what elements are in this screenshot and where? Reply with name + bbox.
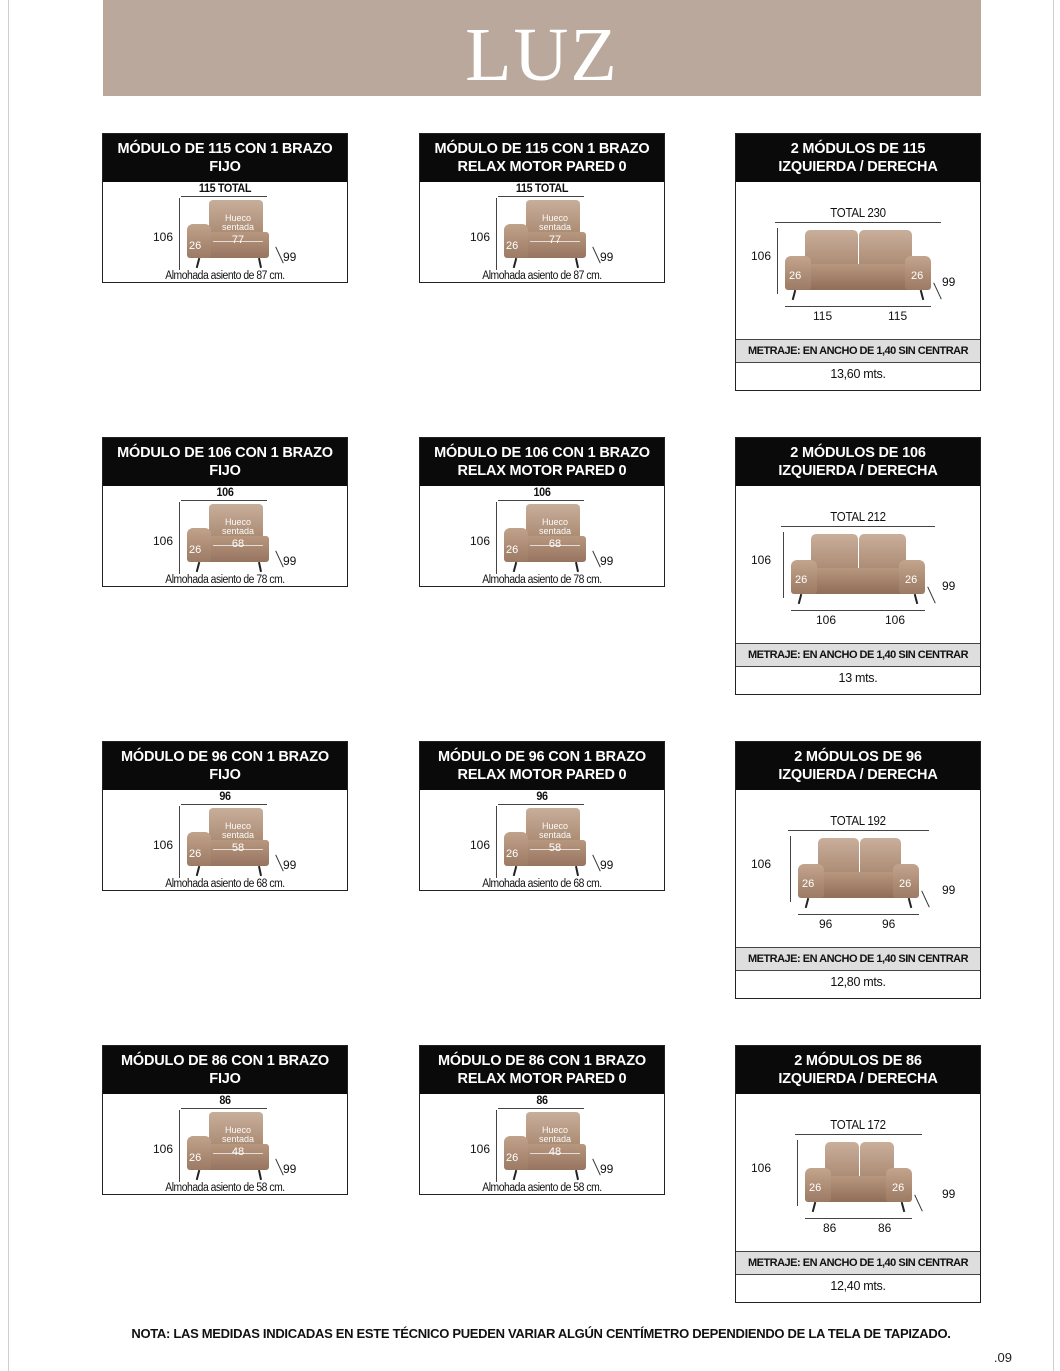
card-title-line-2: FIJO: [209, 463, 241, 479]
width-dimension-line: [181, 196, 267, 197]
chair-illustration: [500, 1112, 592, 1182]
seat-label: Hueco sentada: [538, 1125, 572, 1144]
sofa-leg: [798, 594, 803, 604]
seat-width: 48: [231, 1146, 245, 1158]
seat-cushion-note: Almohada asiento de 87 cm.: [482, 270, 602, 282]
seat-width: 68: [548, 538, 562, 550]
width-dimension: 96: [219, 789, 231, 803]
card-header: [103, 134, 347, 182]
depth-dimension-line: [933, 283, 942, 300]
card-header: [420, 742, 664, 790]
module-width-left: 115: [813, 309, 833, 323]
width-dimension: 115 TOTAL: [515, 181, 569, 195]
seat-width: 77: [548, 234, 562, 246]
seat-label: Hueco sentada: [221, 213, 255, 232]
module-width-right: 96: [882, 917, 896, 931]
arm-width: 26: [189, 240, 202, 252]
module-card-relax: [419, 133, 665, 283]
chair-illustration: [183, 1112, 275, 1182]
seat-cushion-note: Almohada asiento de 87 cm.: [165, 270, 285, 282]
chair-illustration: [500, 808, 592, 878]
module-width-line: [798, 914, 919, 915]
sofa-illustration: [803, 1142, 914, 1214]
module-width-line: [791, 610, 925, 611]
height-dimension-line: [797, 1140, 798, 1206]
seat-label: Hueco sentada: [221, 821, 255, 840]
card-header: [420, 438, 664, 486]
sofa-leg: [920, 290, 925, 300]
arm-width: 26: [506, 848, 519, 860]
depth-dimension: 99: [283, 554, 297, 568]
double-module-card: [735, 1045, 981, 1303]
module-diagram: [103, 182, 347, 282]
module-width-right: 86: [878, 1221, 892, 1235]
card-title-line-1: 2 MÓDULOS DE 86: [794, 1053, 922, 1069]
chair-leg: [258, 562, 262, 572]
card-header: [103, 742, 347, 790]
width-dimension: 86: [536, 1093, 548, 1107]
double-module-card: [735, 437, 981, 695]
arm-width: 26: [506, 240, 519, 252]
card-header: [420, 134, 664, 182]
fabric-yardage-label: METRAJE: EN ANCHO DE 1,40 SIN CENTRAR: [736, 339, 980, 363]
chair-leg: [196, 562, 201, 572]
double-module-card: [735, 133, 981, 391]
module-card-fijo: [102, 133, 348, 283]
module-card-fijo: [102, 437, 348, 587]
module-card-relax: [419, 741, 665, 891]
height-dimension: 106: [153, 838, 174, 852]
card-title-line-1: MÓDULO DE 86 CON 1 BRAZO: [438, 1053, 646, 1069]
seat-cushion-note: Almohada asiento de 78 cm.: [165, 574, 285, 586]
module-width-line: [805, 1218, 912, 1219]
depth-dimension: 99: [942, 1187, 956, 1201]
height-dimension-line: [179, 502, 180, 574]
depth-dimension-line: [921, 891, 930, 908]
depth-dimension: 99: [283, 858, 297, 872]
card-header: [420, 1046, 664, 1094]
card-title-line-2: RELAX MOTOR PARED 0: [457, 767, 627, 783]
width-dimension-line: [498, 804, 584, 805]
card-title-line-1: MÓDULO DE 106 CON 1 BRAZO: [434, 445, 650, 461]
card-title-line-2: FIJO: [209, 767, 241, 783]
height-dimension-line: [179, 1110, 180, 1182]
sofa-illustration: [789, 534, 927, 606]
height-dimension: 106: [751, 553, 772, 567]
page-title: LUZ: [465, 13, 619, 97]
seat-label: Hueco sentada: [538, 821, 572, 840]
module-diagram: [103, 790, 347, 890]
card-title-line-1: MÓDULO DE 96 CON 1 BRAZO: [121, 749, 329, 765]
card-title-line-2: RELAX MOTOR PARED 0: [457, 463, 627, 479]
height-dimension-line: [777, 228, 778, 294]
depth-dimension: 99: [283, 1162, 297, 1176]
height-dimension: 106: [153, 534, 174, 548]
sofa-leg: [805, 898, 810, 908]
height-dimension-line: [783, 532, 784, 598]
module-width-left: 86: [823, 1221, 837, 1235]
depth-dimension: 99: [942, 275, 956, 289]
fabric-yardage-value: 13,60 mts.: [830, 367, 886, 381]
arm-width: 26: [189, 544, 202, 556]
height-dimension: 106: [470, 1142, 491, 1156]
sofa-illustration: [783, 230, 933, 302]
arm-width: 26: [189, 848, 202, 860]
page-border-right: [1053, 0, 1054, 1371]
arm-width-left: 26: [789, 270, 802, 282]
width-dimension: 96: [536, 789, 548, 803]
card-title-line-2: IZQUIERDA / DERECHA: [778, 1071, 938, 1087]
chair-leg: [258, 1170, 262, 1180]
width-dimension: 106: [216, 485, 234, 499]
seat-cushion-note: Almohada asiento de 68 cm.: [482, 878, 602, 890]
depth-dimension: 99: [600, 554, 614, 568]
fabric-yardage-label: METRAJE: EN ANCHO DE 1,40 SIN CENTRAR: [736, 1251, 980, 1275]
card-title-line-2: IZQUIERDA / DERECHA: [778, 767, 938, 783]
card-title-line-1: MÓDULO DE 96 CON 1 BRAZO: [438, 749, 646, 765]
card-title-line-1: 2 MÓDULOS DE 106: [790, 445, 926, 461]
module-width-left: 106: [816, 613, 837, 627]
fabric-yardage-label: METRAJE: EN ANCHO DE 1,40 SIN CENTRAR: [736, 947, 980, 971]
module-width-right: 106: [885, 613, 906, 627]
total-width: TOTAL 230: [830, 206, 886, 220]
chair-leg: [575, 562, 579, 572]
seat-cushion-note: Almohada asiento de 68 cm.: [165, 878, 285, 890]
module-card-relax: [419, 1045, 665, 1195]
module-diagram: [420, 1094, 664, 1194]
card-title-line-2: IZQUIERDA / DERECHA: [778, 463, 938, 479]
sofa-leg: [908, 898, 913, 908]
depth-dimension-line: [927, 587, 936, 604]
arm-width: 26: [506, 1152, 519, 1164]
height-dimension-line: [179, 806, 180, 878]
page-number: .09: [993, 1350, 1012, 1365]
seat-cushion-note: Almohada asiento de 78 cm.: [482, 574, 602, 586]
total-width: TOTAL 172: [830, 1118, 886, 1132]
module-diagram: [420, 182, 664, 282]
chair-leg: [196, 866, 201, 876]
module-width-right: 115: [888, 309, 908, 323]
chair-leg: [513, 258, 518, 268]
total-width-line: [788, 830, 929, 831]
chair-leg: [258, 866, 262, 876]
width-dimension-line: [498, 1108, 584, 1109]
module-card-fijo: [102, 741, 348, 891]
width-dimension-line: [498, 500, 584, 501]
seat-label: Hueco sentada: [221, 1125, 255, 1144]
card-header: [736, 742, 980, 790]
arm-width-right: 26: [905, 574, 918, 586]
arm-width-right: 26: [892, 1182, 905, 1194]
chair-leg: [575, 1170, 579, 1180]
width-dimension-line: [181, 804, 267, 805]
card-title-line-1: 2 MÓDULOS DE 115: [790, 141, 926, 157]
card-title-line-2: RELAX MOTOR PARED 0: [457, 159, 627, 175]
module-width-line: [785, 306, 931, 307]
card-title-line-2: FIJO: [209, 159, 241, 175]
chair-illustration: [183, 808, 275, 878]
height-dimension: 106: [470, 838, 491, 852]
sofa-leg: [914, 594, 919, 604]
card-title-line-2: RELAX MOTOR PARED 0: [457, 1071, 627, 1087]
fabric-yardage-value: 12,80 mts.: [830, 975, 886, 989]
total-width-line: [775, 222, 941, 223]
arm-width-right: 26: [911, 270, 924, 282]
seat-label: Hueco sentada: [538, 517, 572, 536]
depth-dimension: 99: [600, 250, 614, 264]
depth-dimension: 99: [600, 858, 614, 872]
module-width-left: 96: [819, 917, 833, 931]
module-diagram: [420, 790, 664, 890]
height-dimension: 106: [751, 1161, 772, 1175]
seat-width: 77: [231, 234, 245, 246]
fabric-yardage-label: METRAJE: EN ANCHO DE 1,40 SIN CENTRAR: [736, 643, 980, 667]
card-title-line-2: IZQUIERDA / DERECHA: [778, 159, 938, 175]
width-dimension: 115 TOTAL: [198, 181, 252, 195]
arm-width-right: 26: [899, 878, 912, 890]
height-dimension: 106: [153, 1142, 174, 1156]
width-dimension: 86: [219, 1093, 231, 1107]
height-dimension-line: [496, 1110, 497, 1182]
depth-dimension: 99: [283, 250, 297, 264]
seat-cushion-note: Almohada asiento de 58 cm.: [482, 1182, 602, 1194]
fabric-yardage-value: 12,40 mts.: [830, 1279, 886, 1293]
sofa-leg: [792, 290, 797, 300]
chair-illustration: [183, 200, 275, 270]
card-title-line-1: 2 MÓDULOS DE 96: [794, 749, 922, 765]
total-width: TOTAL 192: [830, 814, 886, 828]
card-title-line-1: MÓDULO DE 86 CON 1 BRAZO: [121, 1053, 329, 1069]
seat-label: Hueco sentada: [221, 517, 255, 536]
card-header: [736, 1046, 980, 1094]
depth-dimension: 99: [942, 883, 956, 897]
total-width-line: [781, 526, 935, 527]
chair-leg: [513, 562, 518, 572]
card-title-line-2: FIJO: [209, 1071, 241, 1087]
arm-width-left: 26: [802, 878, 815, 890]
width-dimension-line: [181, 500, 267, 501]
module-card-fijo: [102, 1045, 348, 1195]
chair-leg: [196, 1170, 201, 1180]
height-dimension-line: [496, 198, 497, 270]
card-header: [103, 438, 347, 486]
card-header: [736, 438, 980, 486]
sofa-leg: [901, 1202, 906, 1212]
title-banner: [103, 0, 981, 96]
height-dimension-line: [179, 198, 180, 270]
arm-width: 26: [506, 544, 519, 556]
chair-illustration: [500, 504, 592, 574]
chair-illustration: [500, 200, 592, 270]
depth-dimension: 99: [600, 1162, 614, 1176]
sofa-illustration: [796, 838, 921, 910]
height-dimension: 106: [153, 230, 174, 244]
double-module-card: [735, 741, 981, 999]
card-header: [736, 134, 980, 182]
seat-width: 48: [548, 1146, 562, 1158]
page-border-left: [8, 0, 9, 1371]
seat-width: 58: [231, 842, 245, 854]
module-diagram: [103, 486, 347, 586]
chair-leg: [513, 1170, 518, 1180]
chair-leg: [513, 866, 518, 876]
height-dimension: 106: [751, 857, 772, 871]
chair-leg: [196, 258, 201, 268]
chair-leg: [575, 258, 579, 268]
sofa-leg: [812, 1202, 817, 1212]
depth-dimension-line: [914, 1195, 923, 1212]
module-diagram: [103, 1094, 347, 1194]
card-title-line-1: MÓDULO DE 106 CON 1 BRAZO: [117, 445, 333, 461]
chair-leg: [575, 866, 579, 876]
width-dimension-line: [181, 1108, 267, 1109]
height-dimension-line: [496, 502, 497, 574]
card-title-line-1: MÓDULO DE 115 CON 1 BRAZO: [434, 141, 650, 157]
note-text: NOTA: LAS MEDIDAS INDICADAS EN ESTE TÉCNICO PUEDEN VARIAR ALGÚN CENTÍMETRO DEPENDIENDO DE LA TELA DE TAPIZADO.: [131, 1326, 951, 1341]
arm-width: 26: [189, 1152, 202, 1164]
chair-illustration: [183, 504, 275, 574]
card-header: [103, 1046, 347, 1094]
arm-width-left: 26: [809, 1182, 822, 1194]
width-dimension-line: [498, 196, 584, 197]
chair-leg: [258, 258, 262, 268]
seat-label: Hueco sentada: [538, 213, 572, 232]
card-title-line-1: MÓDULO DE 115 CON 1 BRAZO: [117, 141, 333, 157]
seat-width: 68: [231, 538, 245, 550]
height-dimension-line: [790, 836, 791, 902]
total-width-line: [795, 1134, 922, 1135]
module-card-relax: [419, 437, 665, 587]
height-dimension: 106: [470, 534, 491, 548]
height-dimension: 106: [751, 249, 772, 263]
height-dimension: 106: [470, 230, 491, 244]
depth-dimension: 99: [942, 579, 956, 593]
total-width: TOTAL 212: [830, 510, 886, 524]
height-dimension-line: [496, 806, 497, 878]
seat-cushion-note: Almohada asiento de 58 cm.: [165, 1182, 285, 1194]
arm-width-left: 26: [795, 574, 808, 586]
seat-width: 58: [548, 842, 562, 854]
fabric-yardage-value: 13 mts.: [838, 671, 878, 685]
width-dimension: 106: [533, 485, 551, 499]
module-diagram: [420, 486, 664, 586]
